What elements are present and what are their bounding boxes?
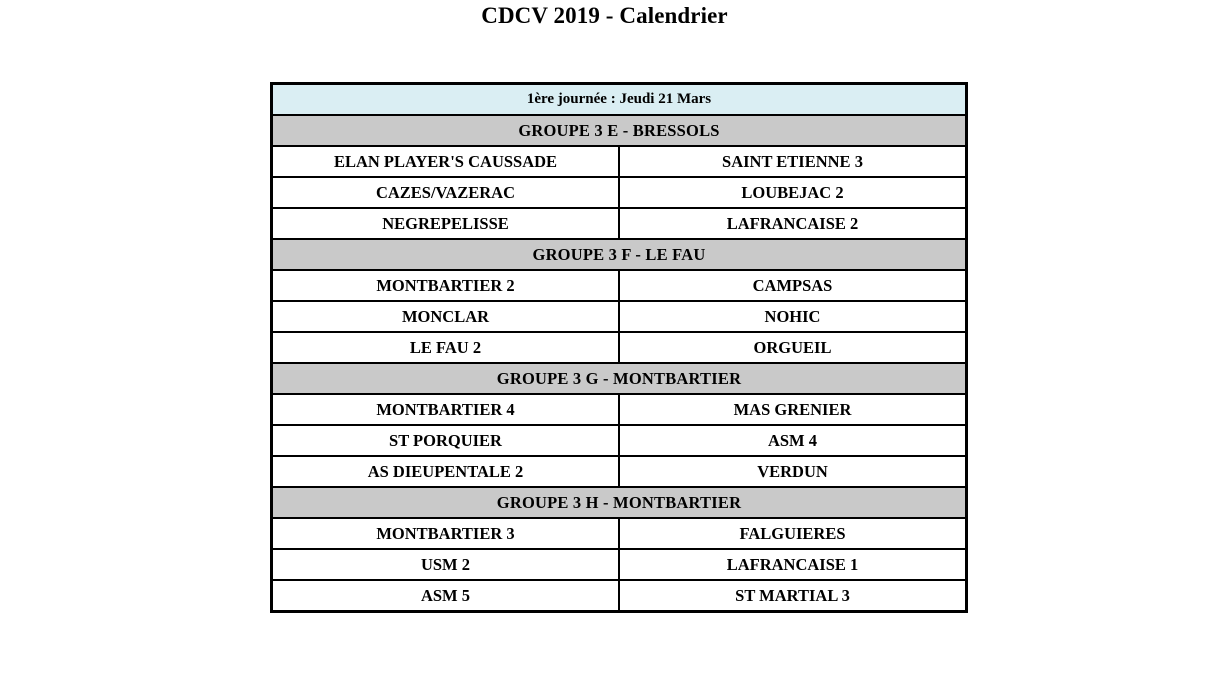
team-home: MONTBARTIER 2: [272, 270, 620, 301]
table-row: [272, 270, 967, 301]
table-row: [272, 146, 967, 177]
team-away: NOHIC: [619, 301, 967, 332]
table-row: [272, 456, 967, 487]
team-home: CAZES/VAZERAC: [272, 177, 620, 208]
calendar-body: [272, 84, 967, 612]
group-header-row: [272, 487, 967, 518]
team-away: LAFRANCAISE 2: [619, 208, 967, 239]
group-header-row: [272, 363, 967, 394]
team-away: ST MARTIAL 3: [619, 580, 967, 612]
team-home: ST PORQUIER: [272, 425, 620, 456]
team-home: MONTBARTIER 3: [272, 518, 620, 549]
team-away: FALGUIERES: [619, 518, 967, 549]
team-home: AS DIEUPENTALE 2: [272, 456, 620, 487]
team-home: MONTBARTIER 4: [272, 394, 620, 425]
team-home: ELAN PLAYER'S CAUSSADE: [272, 146, 620, 177]
table-row: [272, 208, 967, 239]
page-title: CDCV 2019 - Calendrier: [481, 3, 728, 28]
team-away: SAINT ETIENNE 3: [619, 146, 967, 177]
table-row: [272, 332, 967, 363]
table-row: [272, 549, 967, 580]
table-row: [272, 301, 967, 332]
team-away: ORGUEIL: [619, 332, 967, 363]
table-row: [272, 394, 967, 425]
team-away: MAS GRENIER: [619, 394, 967, 425]
team-home: NEGREPELISSE: [272, 208, 620, 239]
team-home: USM 2: [272, 549, 620, 580]
team-home: ASM 5: [272, 580, 620, 612]
table-row: [272, 518, 967, 549]
day-header-row: [272, 84, 967, 116]
team-away: LAFRANCAISE 1: [619, 549, 967, 580]
group-header-label: GROUPE 3 H - MONTBARTIER: [272, 487, 967, 518]
team-home: LE FAU 2: [272, 332, 620, 363]
table-row: [272, 177, 967, 208]
calendar-container: [270, 82, 968, 613]
team-away: VERDUN: [619, 456, 967, 487]
group-header-label: GROUPE 3 F - LE FAU: [272, 239, 967, 270]
group-header-label: GROUPE 3 E - BRESSOLS: [272, 115, 967, 146]
team-home: MONCLAR: [272, 301, 620, 332]
calendar-table: [270, 82, 968, 613]
team-away: LOUBEJAC 2: [619, 177, 967, 208]
day-header-label: 1ère journée : Jeudi 21 Mars: [272, 84, 967, 116]
group-header-row: [272, 115, 967, 146]
team-away: CAMPSAS: [619, 270, 967, 301]
table-row: [272, 580, 967, 612]
group-header-row: [272, 239, 967, 270]
table-row: [272, 425, 967, 456]
group-header-label: GROUPE 3 G - MONTBARTIER: [272, 363, 967, 394]
team-away: ASM 4: [619, 425, 967, 456]
